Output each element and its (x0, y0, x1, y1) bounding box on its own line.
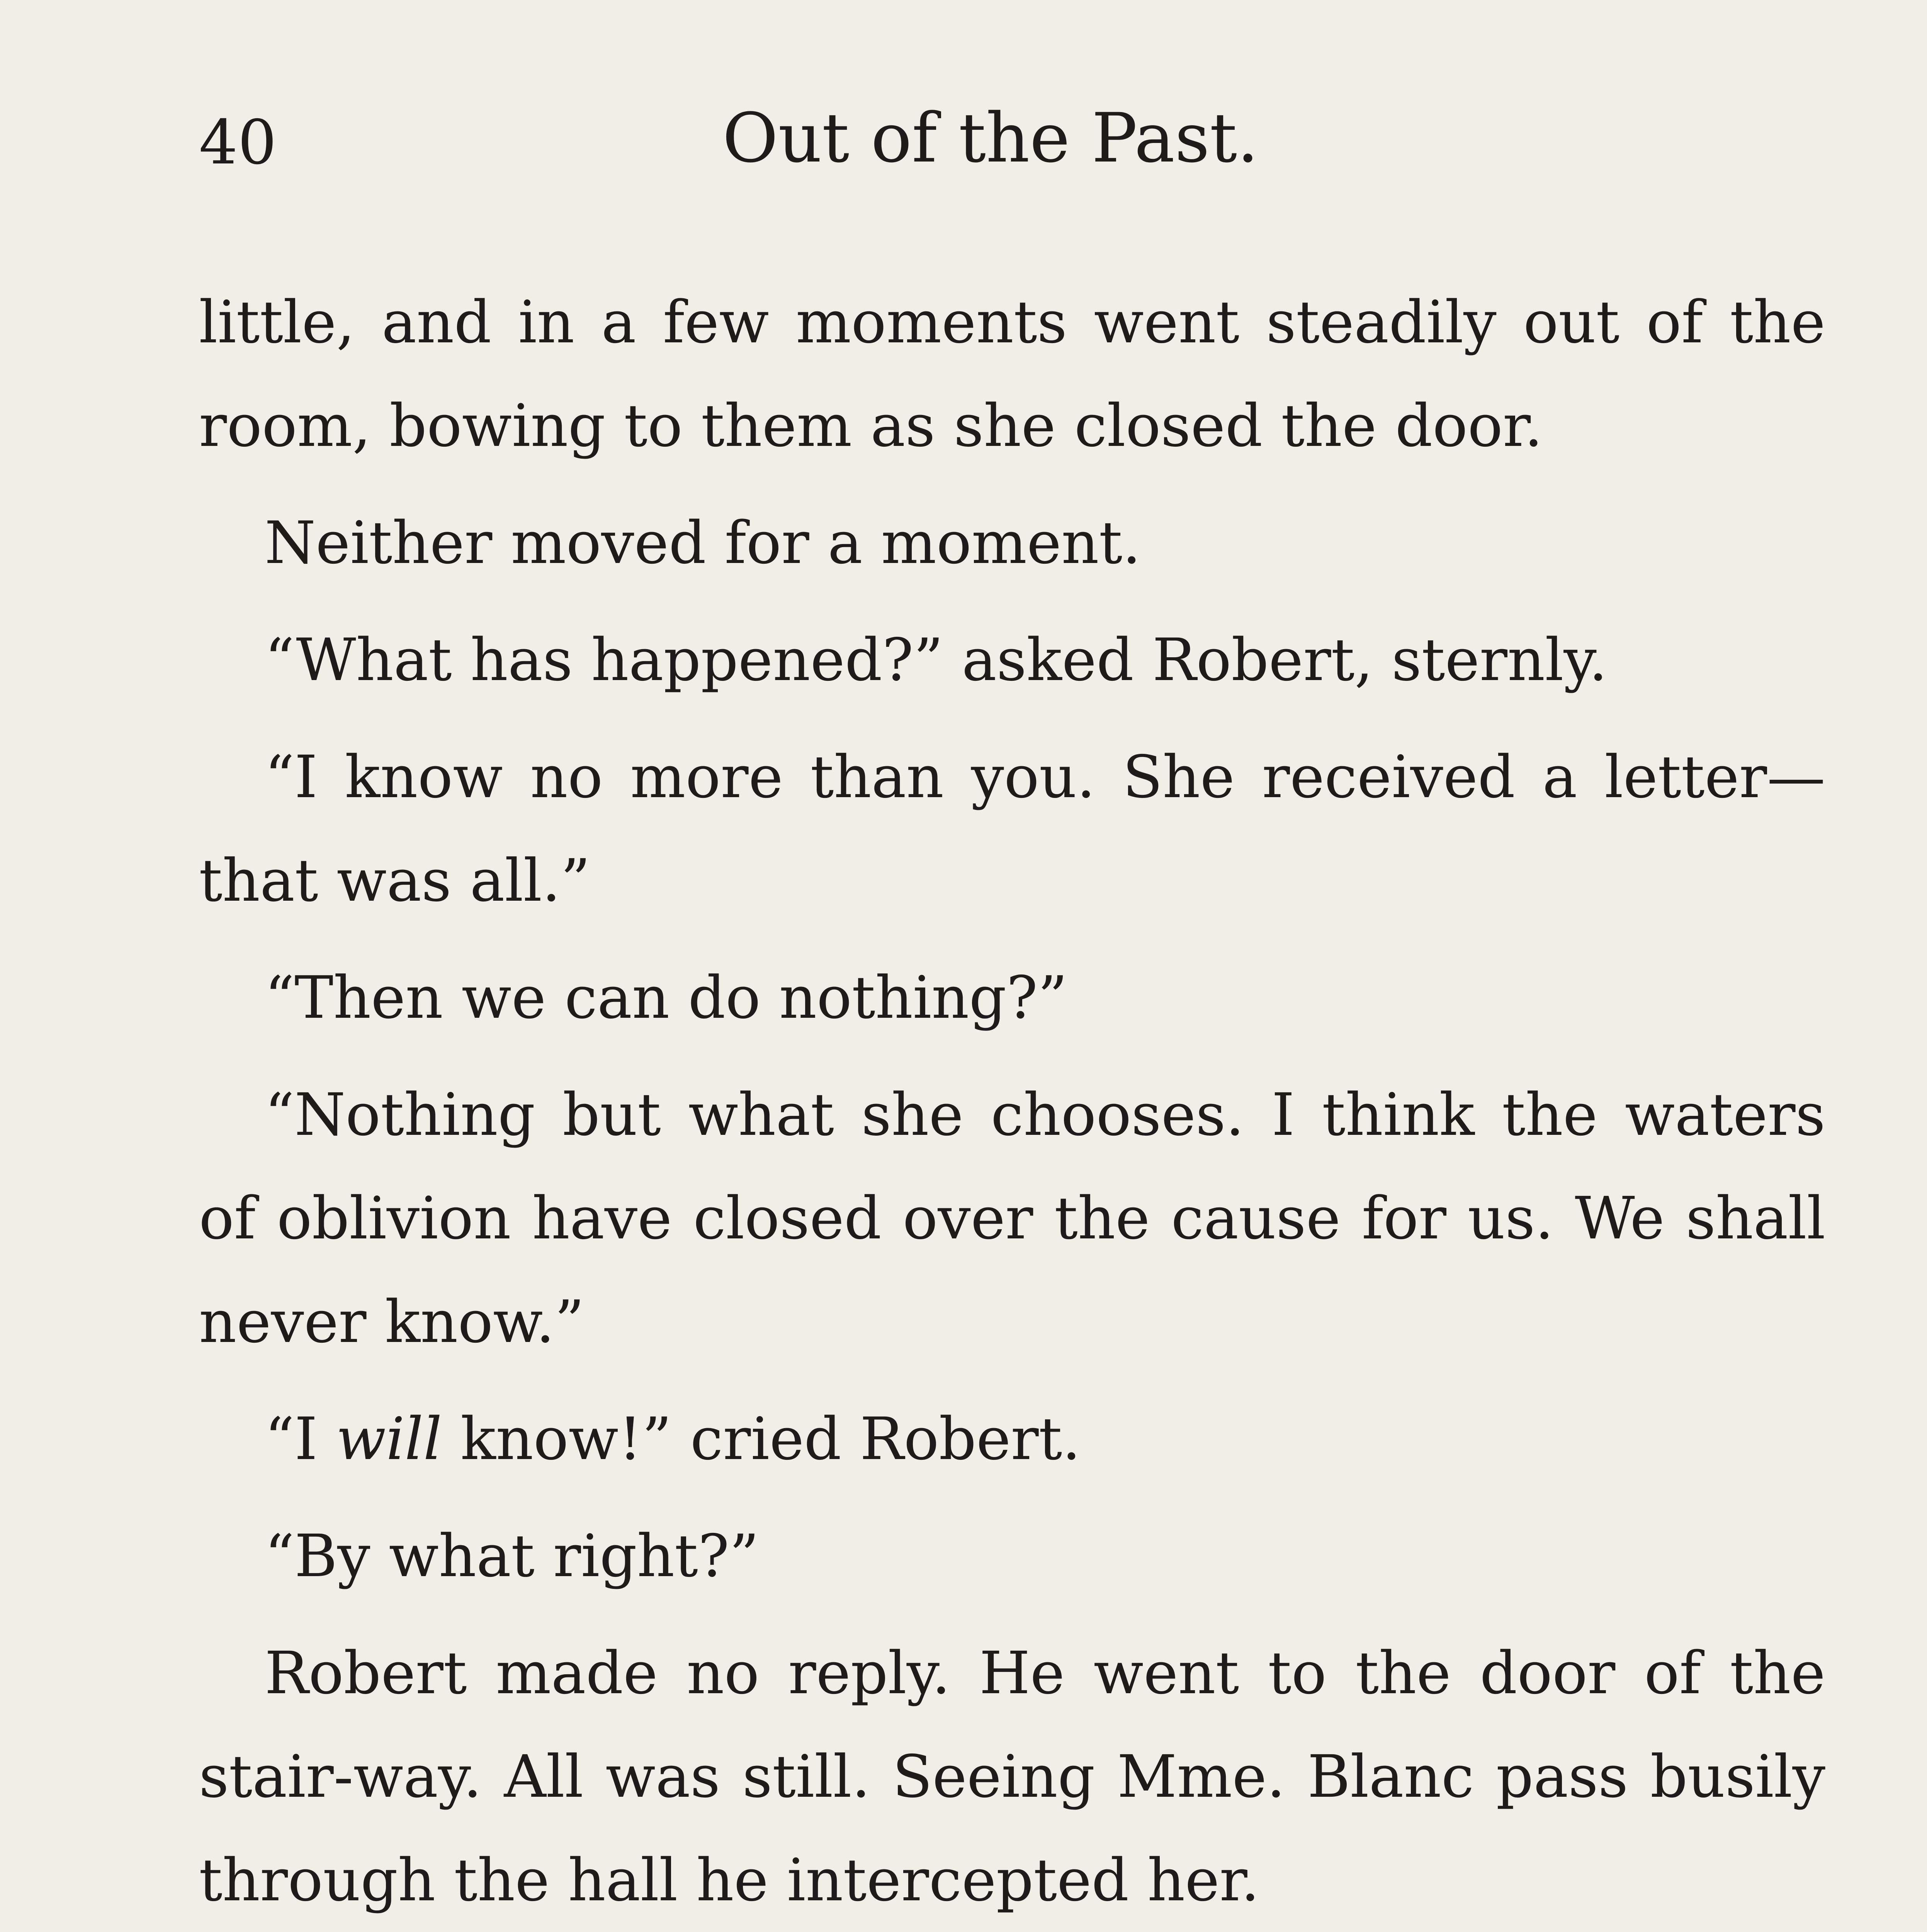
paragraph (199, 1387, 1825, 1491)
paragraph-text: know!” cried Robert. (442, 1405, 1081, 1473)
paragraph: Robert made no reply. He went to the door of the stair-way. All was still. Seeing Mme. Blanc pass busily through the hall he intercepted her. (199, 1639, 1825, 1914)
page-number: 40 (199, 107, 277, 178)
running-title: Out of the Past. (722, 99, 1259, 178)
paragraph: “What has happened?” asked Robert, sternly. (265, 626, 1608, 694)
paragraph: “Nothing but what she chooses. I think the waters of oblivion have closed over the cause for us. We shall never know.” (199, 1081, 1825, 1356)
paragraph-text: “I (265, 1405, 336, 1473)
paragraph: “I know no more than you. She received a letter— that was all.” (199, 743, 1825, 915)
paragraph: little, and in a few moments went steadily out of the room, bowing to them as she closed the door. (199, 288, 1825, 460)
body-text (199, 270, 1825, 1932)
emphasized-word: will (336, 1405, 442, 1473)
paragraph: Neither moved for a moment. (265, 509, 1141, 577)
paragraph: “Then we can do nothing?” (265, 964, 1068, 1032)
paragraph: “By what right?” (265, 1522, 759, 1590)
